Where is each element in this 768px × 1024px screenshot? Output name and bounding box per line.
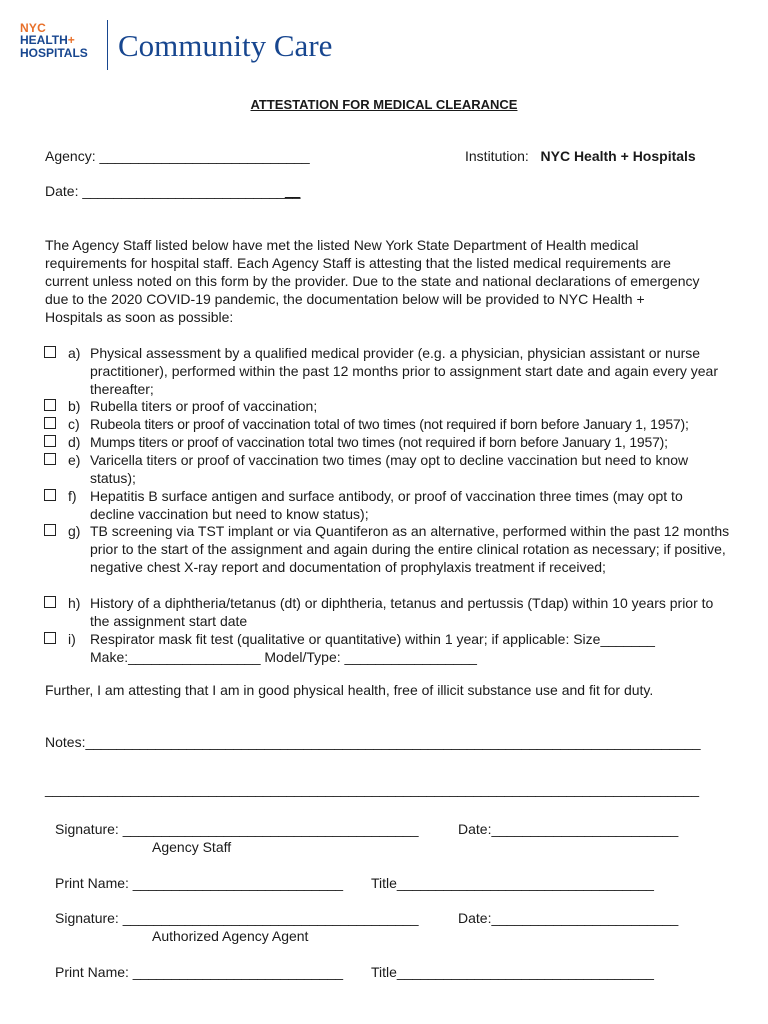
checkbox-i[interactable] (44, 632, 56, 644)
item-letter: a) (68, 345, 81, 361)
signature-caption-agent: Authorized Agency Agent (152, 928, 309, 944)
checkbox-b[interactable] (44, 399, 56, 411)
item-text: Rubeola titers or proof of vaccination total of two times (not required if born before January 1, 1957); (90, 416, 689, 432)
item-text: Physical assessment by a qualified medical provider (e.g. a physician, physician assistant or nurse practitioner), performed within the past 12 months prior to assignment start date and again every year thereafter; (90, 345, 718, 397)
date-line (45, 183, 300, 199)
logo-community-care: Community Care (118, 28, 333, 63)
print-name-field-staff[interactable]: Print Name: ___________________________ (55, 875, 344, 891)
intro-paragraph: The Agency Staff listed below have met the listed New York State Department of Health medical requirements for hospital staff. Each Agency Staff is attesting that the listed medical requirements are current unless noted on this form by the provider. Due to the state and national declarations of emergency due to the 2020 COVID-19 pandemic, the documentation below will be provided to NYC Health + Hospitals as soon as possible: (45, 237, 700, 325)
item-letter: g) (68, 523, 81, 539)
item-letter: d) (68, 434, 81, 450)
logo-hospitals-text: HOSPITALS (20, 46, 88, 60)
checkbox-h[interactable] (44, 596, 56, 608)
item-letter: i) (68, 631, 76, 647)
title-field-agent[interactable]: Title_________________________________ (371, 964, 654, 980)
agency-line (45, 148, 310, 164)
date-field[interactable]: __________________________ (82, 183, 285, 199)
logo-nyc-text: NYC (20, 21, 46, 35)
checkbox-f[interactable] (44, 489, 56, 501)
item-text: Mumps titers or proof of vaccination total two times (not required if born before January 1, 1957); (90, 434, 668, 450)
logo-divider (107, 20, 108, 70)
item-text: Varicella titers or proof of vaccination two times (may opt to decline vaccination but need to know status); (90, 452, 689, 486)
date-field-agent[interactable]: Date:________________________ (458, 910, 679, 926)
item-text: Respirator mask fit test (qualitative or quantitative) within 1 year; if applicable: Size_______ Make:_________________ Model/Type: _________________ (90, 631, 655, 665)
institution-line (465, 148, 696, 164)
item-letter: h) (68, 595, 81, 611)
title-field-staff[interactable]: Title_________________________________ (371, 875, 654, 891)
print-name-field-agent[interactable]: Print Name: ___________________________ (55, 964, 344, 980)
further-attestation: Further, I am attesting that I am in good physical health, free of illicit substance use and fit for duty. (45, 682, 654, 698)
item-text: Rubella titers or proof of vaccination; (90, 398, 318, 414)
checkbox-e[interactable] (44, 453, 56, 465)
signature-field-staff[interactable]: Signature: ______________________________________ (55, 821, 419, 837)
agency-field[interactable]: ___________________________ (99, 148, 310, 164)
signature-field-agent[interactable]: Signature: ______________________________________ (55, 910, 419, 926)
signature-caption-staff: Agency Staff (152, 839, 232, 855)
institution-value: NYC Health + Hospitals (540, 148, 696, 164)
date-field-underlined: __ (284, 183, 301, 199)
checkbox-d[interactable] (44, 435, 56, 447)
item-text: History of a diphtheria/tetanus (dt) or diphtheria, tetanus and pertussis (Tdap) within 10 years prior to the assignment start date (90, 595, 714, 629)
item-text: TB screening via TST implant or via Quantiferon as an alternative, performed within the past 12 months prior to the start of the assignment and again during the entire clinical rotation as necessary; if positive, negative chest X-ray report and documentation of prophylaxis treatment if received; (90, 523, 730, 575)
checkbox-c[interactable] (44, 417, 56, 429)
agency-label: Agency: (45, 148, 100, 164)
item-text: Hepatitis B surface antigen and surface antibody, or proof of vaccination three times (may opt to decline vaccination but need to know status); (90, 488, 683, 522)
item-letter: f) (68, 488, 77, 504)
nyc-health-hospitals-logo (20, 22, 102, 68)
checkbox-g[interactable] (44, 524, 56, 536)
date-field-staff[interactable]: Date:________________________ (458, 821, 679, 837)
date-label: Date: (45, 183, 83, 199)
institution-label: Institution: (465, 148, 529, 164)
checkbox-a[interactable] (44, 346, 56, 358)
item-letter: c) (68, 416, 80, 432)
notes-field-line2[interactable]: ____________________________________________________________________________________ (45, 781, 700, 797)
item-letter: e) (68, 452, 81, 468)
item-letter: b) (68, 398, 81, 414)
notes-field[interactable]: Notes:_______________________________________________________________________________ (45, 734, 701, 750)
logo-health-text: HEALTH+ (20, 33, 75, 47)
document-title: ATTESTATION FOR MEDICAL CLEARANCE (250, 97, 518, 112)
